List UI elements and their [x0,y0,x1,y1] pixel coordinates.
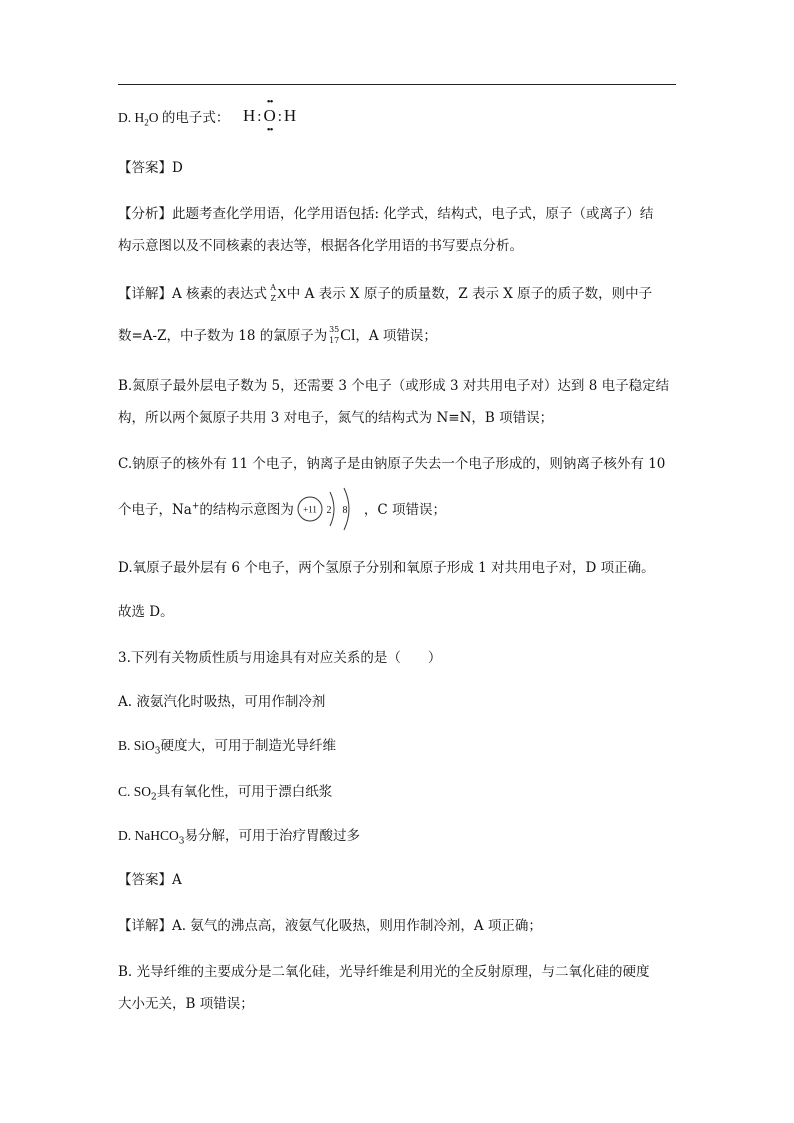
detail-d: D.氧原子最外层有 6 个电子，两个氢原子分别和氧原子形成 1 对共用电子对，D 项正确。 [118,560,655,576]
lewis-pair-left: : [257,109,262,125]
detail2-a: 【详解】A. 氨气的沸点高，液氨气化吸热，则用作制冷剂，A 项正确； [118,918,542,934]
nuclide-notation-cl: 35 17 [329,325,340,345]
lewis-pair-right: : [277,109,282,125]
sodium-ion-structure-diagram [296,486,362,532]
lewis-h-right: H [283,106,297,125]
q3-option-b: B. SiO$_3$硬度大，可用于制造光导纤维 [118,738,336,757]
nuclide-notation-x: A Z [270,283,277,303]
header-rule [118,84,676,85]
h2o-lewis-structure [243,96,297,136]
detail2-b-line-2: 大小无关，B 项错误； [118,996,254,1012]
q3-option-c: C. $SO_2$具有氧化性，可用于漂白纸浆 [118,784,333,803]
choose-d: 故选 D。 [118,604,174,620]
lewis-lone-pair-bottom: •• [266,124,273,136]
q3-option-a: A. 液氨汽化时吸热，可用作制冷剂 [118,694,326,710]
ion-shell-1-count: 2 [326,505,332,516]
analysis-line-2: 构示意图以及不同核素的表达等，根据各化学用语的书写要点分析。 [118,238,523,254]
detail-c-line-2: 个电子，Na+的结构示意图为 ，C 项错误； [118,501,447,518]
question-3: 3.下列有关物质性质与用途具有对应关系的是（ ） [118,650,442,666]
answer-2: 【答案】A [118,872,182,888]
lewis-h-left: H [243,106,256,125]
ion-nucleus-label: +11 [303,504,317,515]
option-d-h2o: D. $H_2O$ 的电子式： [118,110,230,128]
q3-option-d: D. NaHCO$_3$易分解，可用于治疗胃酸过多 [118,828,360,847]
detail-b-line-2: 构，所以两个氮原子共用 3 对电子，氮气的结构式为 N≡N，B 项错误； [118,410,554,426]
detail-b-line-1: B.氮原子最外层电子数为 5，还需要 3 个电子（或形成 3 对共用电子对）达到 8 电子稳定结 [118,378,670,394]
detail-a-line-2: 数=A-Z，中子数为 18 的氯原子为 35 17 Cl，A 项错误； [118,325,437,345]
detail-c-line-1: C.钠原子的核外有 11 个电子，钠离子是由钠原子失去一个电子形成的，则钠离子核外有 10 [118,456,666,472]
lewis-lone-pair-top: •• [266,96,273,108]
analysis-line-1: 【分析】此题考查化学用语，化学用语包括: 化学式，结构式，电子式，原子（或离子）结 [118,206,654,222]
lewis-oxygen: •• O •• [263,96,276,136]
ion-shell-2-count: 8 [342,505,348,516]
answer-1: 【答案】D [118,160,183,176]
detail-a-line-1: 【详解】A 核素的表达式 A Z X中 A 表示 X 原子的质量数，Z 表示 X 原子的质子数，则中子 [118,283,653,303]
detail2-b-line-1: B. 光导纤维的主要成分是二氧化硅，光导纤维是利用光的全反射原理，与二氧化硅的硬度 [118,964,650,980]
